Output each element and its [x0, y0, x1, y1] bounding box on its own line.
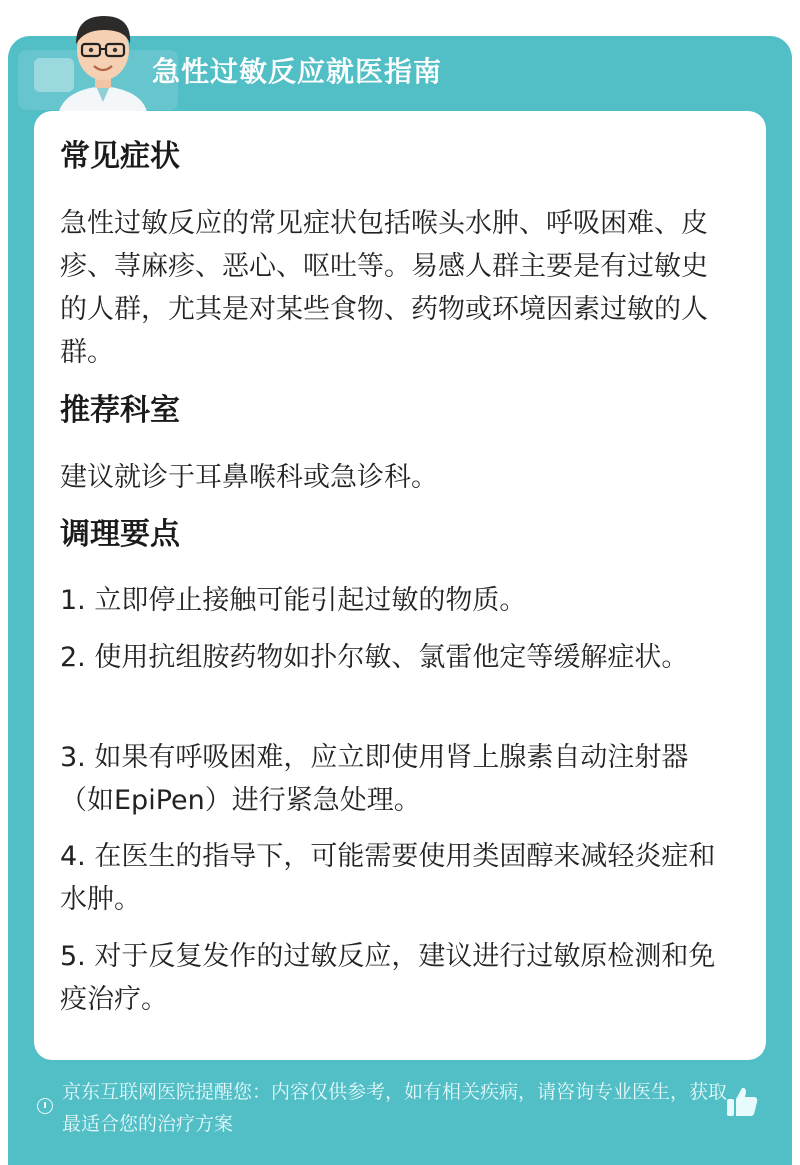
page-title: 急性过敏反应就医指南 — [152, 55, 443, 88]
info-icon — [37, 1098, 53, 1114]
care-item: 3. 如果有呼吸困难，应立即使用肾上腺素自动注射器（如EpiPen）进行紧急处理。 — [60, 742, 689, 816]
care-item: 5. 对于反复发作的过敏反应，建议进行过敏原检测和免疫治疗。 — [60, 941, 716, 1015]
section-title-department: 推荐科室 — [60, 393, 180, 428]
thumbs-up-icon[interactable] — [724, 1084, 760, 1120]
department-text: 建议就诊于耳鼻喉科或急诊科。 — [60, 462, 438, 493]
care-item: 4. 在医生的指导下，可能需要使用类固醇来减轻炎症和水肿。 — [60, 841, 716, 915]
disclaimer-text: 京东互联网医院提醒您：内容仅供参考，如有相关疾病，请咨询专业医生，获取最适合您的治疗方案 — [62, 1081, 728, 1135]
care-item: 1. 立即停止接触可能引起过敏的物质。 — [60, 585, 527, 616]
doctor-avatar — [48, 4, 158, 116]
section-title-symptoms: 常见症状 — [60, 139, 180, 174]
care-item: 2. 使用抗组胺药物如扑尔敏、氯雷他定等缓解症状。 — [60, 642, 689, 673]
content-card — [34, 111, 766, 1060]
symptoms-text: 急性过敏反应的常见症状包括喉头水肿、呼吸困难、皮疹、荨麻疹、恶心、呕吐等。易感人群主要是有过敏史的人群，尤其是对某些食物、药物或环境因素过敏的人群。 — [60, 208, 708, 368]
section-title-care: 调理要点 — [60, 517, 180, 552]
